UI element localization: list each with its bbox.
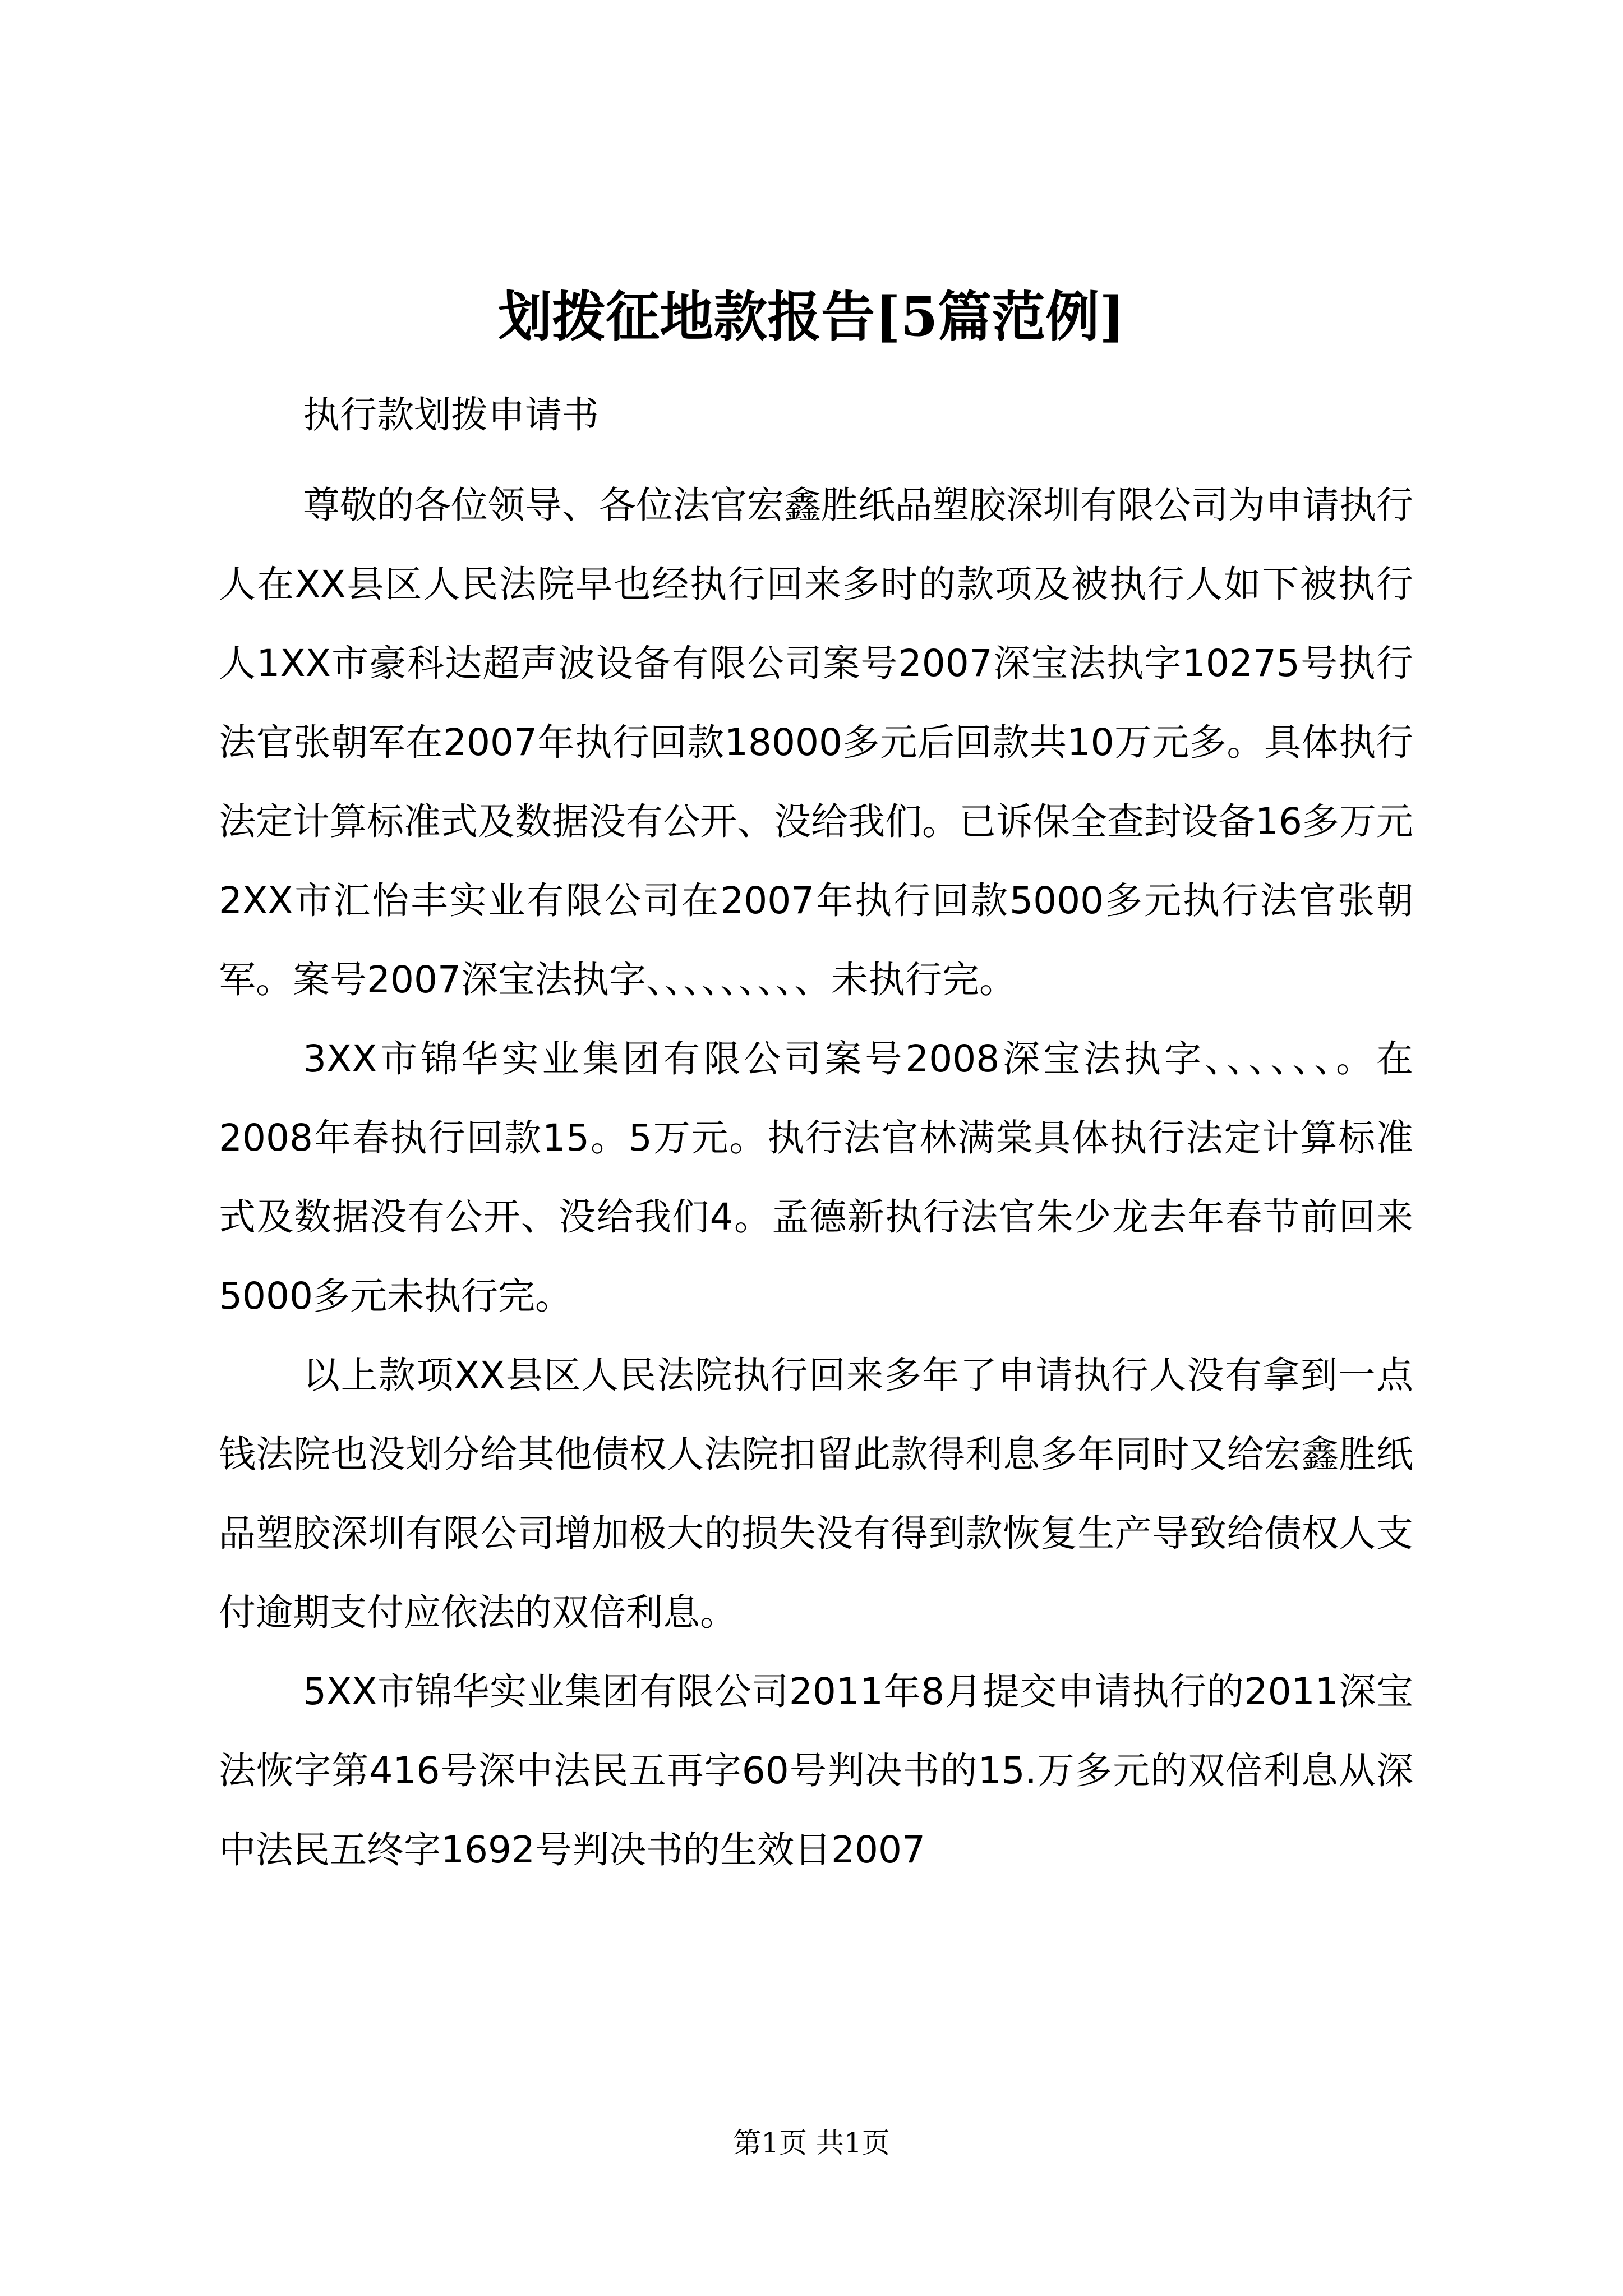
paragraph-3: 以上款项XX县区人民法院执行回来多年了申请执行人没有拿到一点钱法院也没划分给其他债权人法院扣留此款得利息多年同时又给宏鑫胜纸品塑胶深圳有限公司增加极大的损失没有得到款恢复生产导致给债权人支付逾期支付应依法的双倍利息。 xyxy=(219,1354,1413,1634)
paragraph-1: 尊敬的各位领导、各位法官宏鑫胜纸品塑胶深圳有限公司为申请执行人在XX县区人民法院早也经执行回来多时的款项及被执行人如下被执行人1XX市豪科达超声波设备有限公司案号2007深宝法执字10275号执行法官张朝军在2007年执行回款18000多元后回款共10万元多。具体执行法定计算标准式及数据没有公开、没给我们。已诉保全查封设备16多万元2XX市汇怡丰实业有限公司在2007年执行回款5000多元执行法官张朝军。案号2007深宝法执字、、、、、、、、、未执行完。 xyxy=(219,484,1413,1001)
page-number-footer: 第1页 共1页 xyxy=(733,2127,890,2159)
paragraph-2: 3XX市锦华实业集团有限公司案号2008深宝法执字、、、、、、。在2008年春执行回款15。5万元。执行法官林满棠具体执行法定计算标准式及数据没有公开、没给我们4。孟德新执行法官朱少龙去年春节前回来5000多元未执行完。 xyxy=(219,1037,1413,1318)
section-heading: 执行款划拨申请书 xyxy=(303,393,599,436)
paragraph-4: 5XX市锦华实业集团有限公司2011年8月提交申请执行的2011深宝法恢字第416号深中法民五再字60号判决书的15.万多元的双倍利息从深中法民五终字1692号判决书的生效日2007 xyxy=(219,1670,1413,1871)
document-body xyxy=(219,387,1413,1889)
document-title: 划拨征地款报告[5篇范例] xyxy=(498,285,1125,348)
